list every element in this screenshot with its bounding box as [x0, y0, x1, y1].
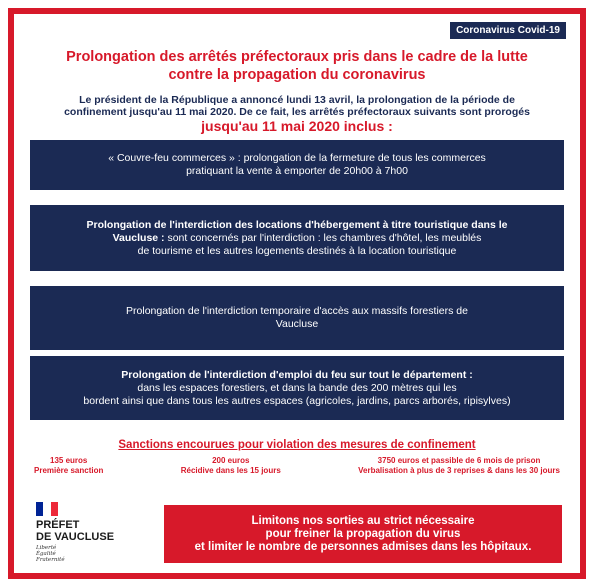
measure-box-forest-access: Prolongation de l'interdiction temporaire d'accès aux massifs forestiers de Vaucluse	[30, 286, 564, 350]
slogan-banner: Limitons nos sorties au strict nécessaire pour freiner la propagation du virus et limiter le nombre de personnes admises dans les hôpitaux.	[164, 505, 562, 563]
poster-frame	[8, 8, 586, 579]
measure-box-fire-ban: Prolongation de l'interdiction d'emploi du feu sur tout le département : dans les espaces forestiers, et dans la bande des 200 mètres qui les bordent ainsi que dans tous les autres espaces (agricoles, jardins, parcs arborés, ripisylves)	[30, 356, 564, 420]
intro-deadline: jusqu'au 11 mai 2020 inclus :	[201, 118, 393, 134]
topic-badge: Coronavirus Covid-19	[450, 22, 566, 39]
measure-box-curfew: « Couvre-feu commerces » : prolongation de la fermeture de tous les commerces pratiquant la vente à emporter de 20h00 à 7h00	[30, 140, 564, 190]
poster-title: Prolongation des arrêtés préfectoraux pris dans le cadre de la lutte contre la propagation du coronavirus	[66, 49, 528, 83]
measure-box-tourist-rentals: Prolongation de l'interdiction des locations d'hébergement à titre touristique dans le Vaucluse : sont concernés par l'interdiction : les chambres d'hôtel, les meublés de tourisme et les autres logements destinés à la location touristique	[30, 205, 564, 271]
sanction-item: 135 euros Première sanction	[34, 456, 104, 475]
republic-motto: Liberté Égalité Fraternité	[36, 545, 65, 563]
sanctions-row	[34, 456, 560, 476]
prefecture-logo: PRÉFET DE VAUCLUSE Liberté Égalité Fraternité	[36, 502, 151, 562]
sanction-item: 200 euros Récidive dans les 15 jours	[180, 456, 281, 475]
french-flag-icon	[36, 502, 58, 516]
sanction-item: 3750 euros et passible de 6 mois de prison Verbalisation à plus de 3 reprises & dans les 30 jours	[358, 456, 560, 475]
intro-text: Le président de la République a annoncé lundi 13 avril, la prolongation de la période de confinement jusqu'au 11 mai 2020. De ce fait, les arrêtés préfectoraux suivants sont prorogés	[64, 94, 530, 118]
sanctions-title: Sanctions encourues pour violation des mesures de confinement	[118, 439, 476, 451]
